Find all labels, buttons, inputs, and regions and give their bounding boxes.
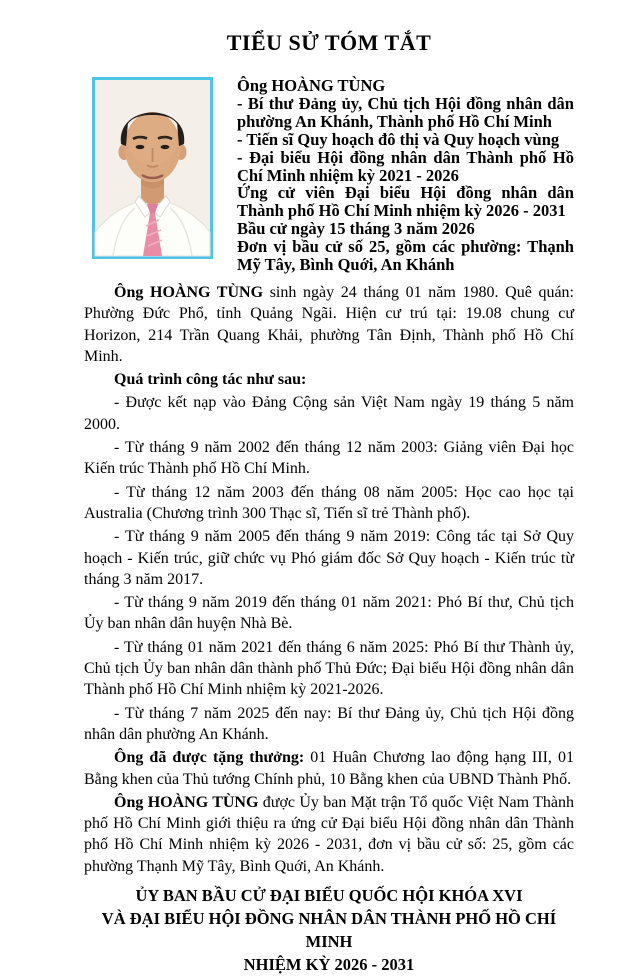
bio-name-bold: Ông HOÀNG TÙNG [114,283,264,301]
career-item: - Từ tháng 9 năm 2002 đến tháng 12 năm 2003: Giảng viên Đại học Kiến trúc Thành phố Hồ Chí Minh. [84,439,574,478]
bio-paragraph [84,282,574,367]
portrait-image [95,80,210,256]
career-item: - Từ tháng 9 năm 2019 đến tháng 01 năm 2021: Phó Bí thư, Chủ tịch Ủy ban nhân dân huyện Nhà Bè. [84,594,574,633]
profile-name: Ông HOÀNG TÙNG [237,76,386,95]
career-heading: Quá trình công tác như sau: [114,371,307,389]
footer-line-3: NHIỆM KỲ 2026 - 2031 [243,954,415,974]
profile-info [237,77,574,274]
eye [136,145,145,149]
page-title: TIỂU SỬ TÓM TẮT [226,30,432,55]
document-body [84,282,574,877]
career-item: - Được kết nạp vào Đảng Cộng sản Việt Nam ngày 19 tháng 5 năm 2000. [84,394,574,433]
profile-line-position: - Bí thư Đảng ủy, Chủ tịch Hội đồng nhân dân phường An Khánh, Thành phố Hồ Chí Minh [237,93,574,131]
career-item: - Từ tháng 12 năm 2003 đến tháng 08 năm 2005: Học cao học tại Australia (Chương trình 300 Thạc sĩ, Tiến sĩ trẻ Thành phố). [84,483,574,522]
awards-lead-bold: Ông đã được tặng thưởng: [114,749,305,767]
document-footer [84,884,574,976]
profile-line-constituency: Đơn vị bầu cử số 25, gồm các phường: Thạnh Mỹ Tây, Bình Quới, An Khánh [237,237,574,275]
nomination-name-bold: Ông HOÀNG TÙNG [114,793,259,811]
footer-line-1: ỦY BAN BẦU CỬ ĐẠI BIỂU QUỐC HỘI KHÓA XVI [135,885,523,905]
profile-line-delegate: - Đại biểu Hội đồng nhân dân Thành phố Hồ Chí Minh nhiệm kỳ 2021 - 2026 [237,147,574,185]
career-item: - Từ tháng 01 năm 2021 đến tháng 6 năm 2025: Phó Bí thư Thành ủy, Chủ tịch Ủy ban nhân dân thành phố Thủ Đức; Đại biểu Hội đồng nhân dân Thành phố Hồ Chí Minh nhiệm kỳ 2021-2026. [84,638,574,699]
career-item: - Từ tháng 7 năm 2025 đến nay: Bí thư Đảng ủy, Chủ tịch Hội đồng nhân dân phường An Khánh. [84,704,574,743]
footer-line-2: VÀ ĐẠI BIỂU HỘI ĐỒNG NHÂN DÂN THÀNH PHỐ HỒ CHÍ MINH [101,908,557,951]
profile-line-candidate: Ứng cử viên Đại biểu Hội đồng nhân dân Thành phố Hồ Chí Minh nhiệm kỳ 2026 - 2031 [237,183,574,221]
portrait-photo [92,77,213,259]
nomination-text: được Ủy ban Mặt trận Tổ quốc Việt Nam Thành phố Hồ Chí Minh giới thiệu ra ứng cử Đại biểu Hội đồng nhân dân Thành phố Hồ Chí Minh nhiệm kỳ 2026 - 2031, đơn vị bầu cử số: 25, gồm các phường Thạnh Mỹ Tây, Bình Quới, An Khánh. [84,793,574,875]
awards-paragraph [84,747,574,790]
awards-text: 01 Huân Chương lao động hạng III, 01 Bằng khen của Thủ tướng Chính phủ, 10 Bằng khen của UBND Thành Phố. [84,749,575,788]
profile-line-degree: - Tiến sĩ Quy hoạch đô thị và Quy hoạch vùng [237,129,560,149]
eye [161,145,170,149]
bio-text: sinh ngày 24 tháng 01 năm 1980. Quê quán: Phường Đức Phổ, tỉnh Quảng Ngãi. Hiện cư trú tại: 19.08 chung cư Horizon, 214 Trần Quang Khải, phường Tân Định, Thành phố Hồ Chí Minh. [84,283,574,365]
profile-line-election-date: Bầu cử ngày 15 tháng 3 năm 2026 [237,219,475,239]
nomination-paragraph [84,792,574,877]
profile-header [92,77,574,274]
career-item: - Từ tháng 9 năm 2005 đến tháng 9 năm 2019: Công tác tại Sở Quy hoạch - Kiến trúc, giữ chức vụ Phó giám đốc Sở Quy hoạch - Kiến trúc từ tháng 3 năm 2017. [84,528,574,588]
